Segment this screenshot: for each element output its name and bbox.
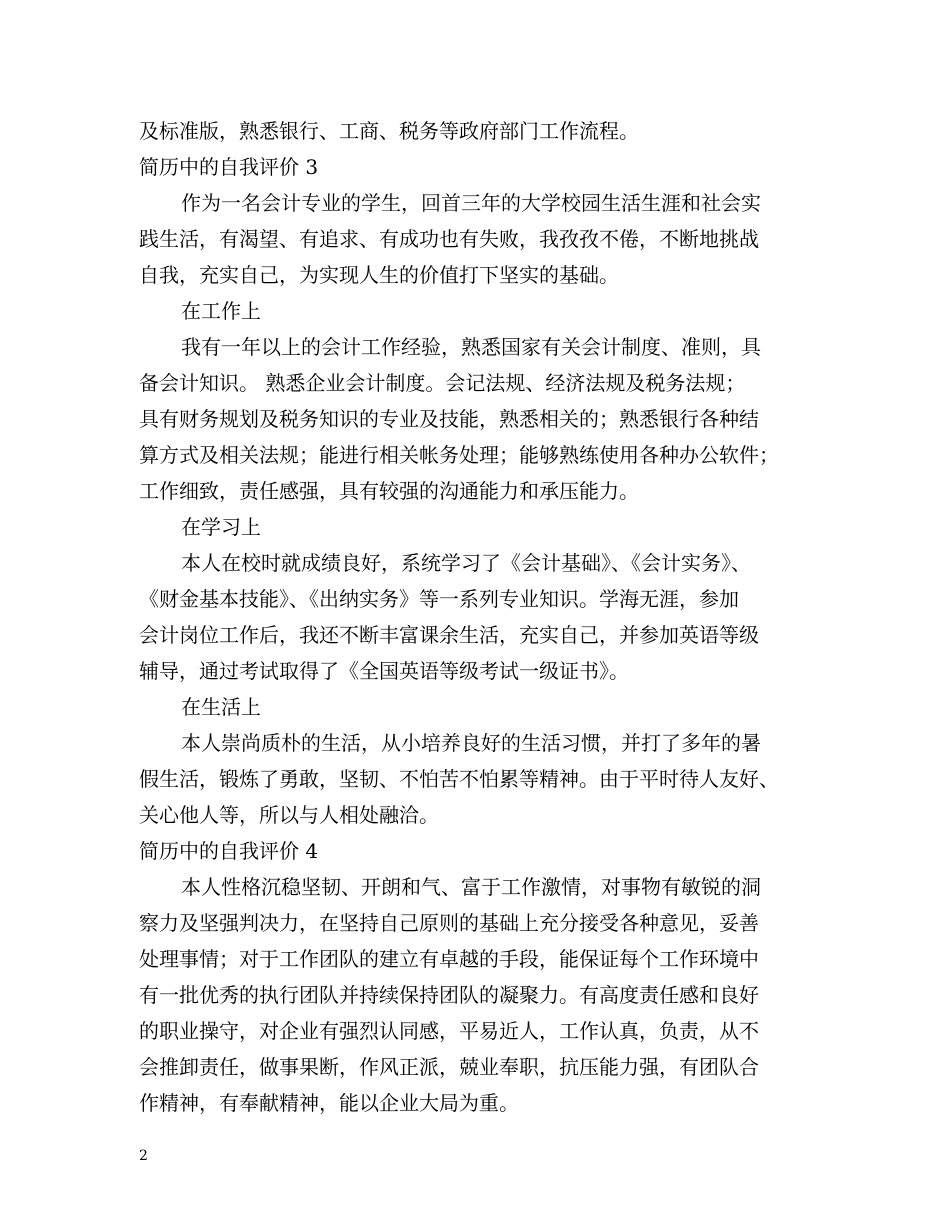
text-line: 本人性格沉稳坚韧、开朗和气、富于工作激情，对事物有敏锐的洞 — [181, 875, 761, 899]
text-line: 自我，充实自己，为实现人生的价值打下坚实的基础。 — [139, 263, 619, 287]
text-line: 本人在校时就成绩良好，系统学习了《会计基础》、《会计实务》、 — [181, 551, 751, 575]
page-number: 2 — [139, 1148, 148, 1164]
text-line: 作精神，有奉献精神，能以企业大局为重。 — [139, 1091, 519, 1115]
text-line: 简历中的自我评价 3 — [139, 155, 319, 179]
text-line: 简历中的自我评价 4 — [139, 839, 319, 863]
text-line: 及标准版，熟悉银行、工商、税务等政府部门工作流程。 — [139, 119, 639, 143]
text-line: 《财金基本技能》、《出纳实务》等一系列专业知识。学海无涯，参加 — [139, 587, 739, 611]
text-line: 作为一名会计专业的学生，回首三年的大学校园生活生涯和社会实 — [181, 191, 761, 215]
text-line: 算方式及相关法规；能进行相关帐务处理；能够熟练使用各种办公软件； — [139, 443, 779, 467]
text-line: 工作细致，责任感强，具有较强的沟通能力和承压能力。 — [139, 479, 639, 503]
text-line: 备会计知识。 熟悉企业会计制度。会记法规、经济法规及税务法规； — [139, 371, 746, 395]
text-line: 关心他人等，所以与人相处融洽。 — [139, 803, 439, 827]
text-line: 会推卸责任，做事果断，作风正派，兢业奉职，抗压能力强，有团队合 — [139, 1055, 759, 1079]
text-line: 在学习上 — [181, 515, 261, 539]
text-line: 会计岗位工作后，我还不断丰富课余生活，充实自己，并参加英语等级 — [139, 623, 759, 647]
text-line: 察力及坚强判决力，在坚持自己原则的基础上充分接受各种意见，妥善 — [139, 911, 759, 935]
text-line: 假生活，锻炼了勇敢，坚韧、不怕苦不怕累等精神。由于平时待人友好、 — [139, 767, 779, 791]
text-line: 践生活，有渴望、有追求、有成功也有失败，我孜孜不倦，不断地挑战 — [139, 227, 759, 251]
text-line: 我有一年以上的会计工作经验，熟悉国家有关会计制度、准则，具 — [181, 335, 761, 359]
text-line: 在工作上 — [181, 299, 261, 323]
text-line: 的职业操守，对企业有强烈认同感，平易近人，工作认真，负责，从不 — [139, 1019, 759, 1043]
text-line: 在生活上 — [181, 695, 261, 719]
text-line: 具有财务规划及税务知识的专业及技能，熟悉相关的；熟悉银行各种结 — [139, 407, 759, 431]
text-line: 处理事情；对于工作团队的建立有卓越的手段，能保证每个工作环境中 — [139, 947, 759, 971]
text-line: 本人崇尚质朴的生活，从小培养良好的生活习惯，并打了多年的暑 — [181, 731, 761, 755]
text-line: 辅导，通过考试取得了《全国英语等级考试一级证书》。 — [139, 659, 629, 683]
document-body — [139, 113, 829, 1121]
text-line: 有一批优秀的执行团队并持续保持团队的凝聚力。有高度责任感和良好 — [139, 983, 759, 1007]
